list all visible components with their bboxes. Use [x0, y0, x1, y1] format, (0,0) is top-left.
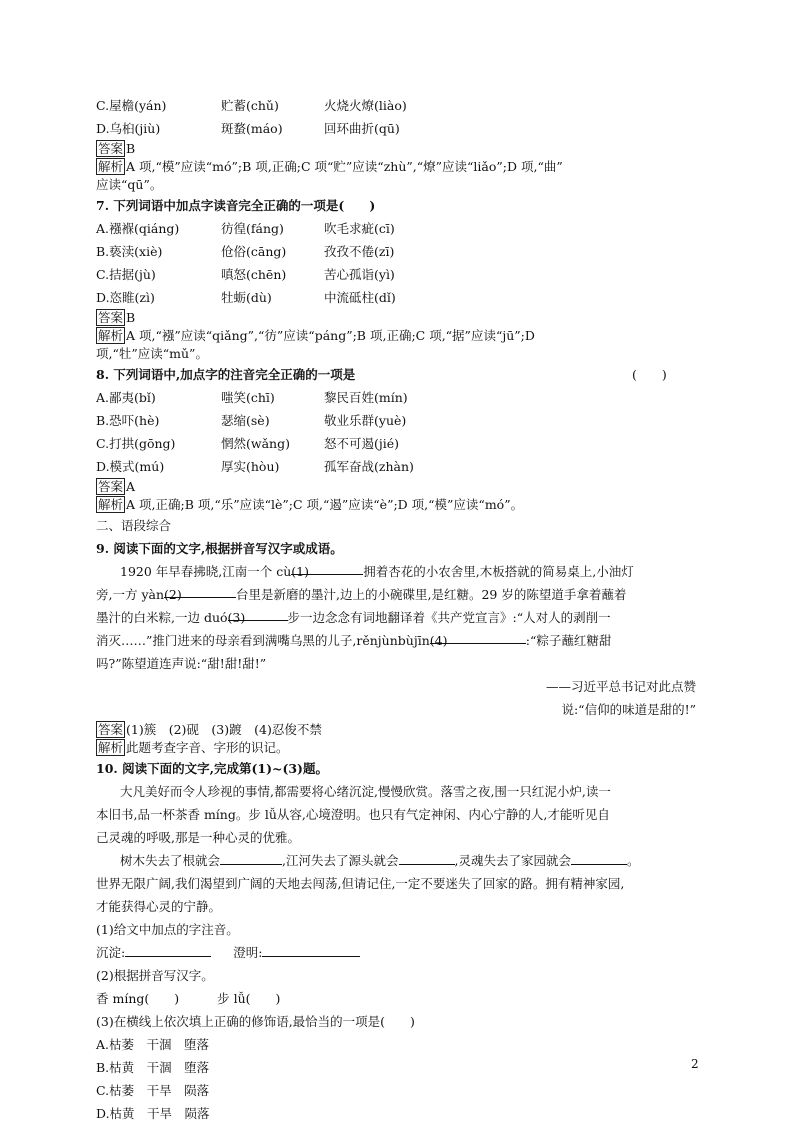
- q7-answer: 答案 B: [98, 310, 136, 325]
- q7-option-b: B.亵渎(xiè) 伧俗(cāng) 孜孜不倦(zī): [96, 244, 395, 259]
- q7-analysis: 解析 A 项,“襁”应读“qiǎng”,“彷”应读“páng”;B 项,正确;C 项,“据”应读“jū”;D: [98, 328, 535, 343]
- fill-blank-2[interactable]: (2): [164, 583, 236, 598]
- q10-sub-1-fields: 沉淀: 澄明:: [96, 941, 696, 964]
- q10-sub-3: (3)在横线上依次填上正确的修饰语,最恰当的一项是( ): [96, 1014, 415, 1029]
- q7-stem: 7. 下列词语中加点字读音完全正确的一项是( ): [96, 198, 376, 213]
- answer-tag: 答案: [98, 310, 124, 325]
- answer-tag: 答案: [98, 479, 124, 494]
- q10-passage-line: 才能获得心灵的宁静。: [96, 899, 222, 914]
- q6-analysis: 解析 A 项,“模”应读“mó”;B 项,正确;C 项“贮”应读“zhù”,“燎”应读“liǎo”;D 项,“曲”: [98, 159, 563, 174]
- fill-blank-3[interactable]: (3): [228, 606, 288, 621]
- fill-blank-b[interactable]: [399, 850, 455, 865]
- q7-option-a: A.襁褓(qiáng) 彷徨(fáng) 吹毛求疵(cī): [96, 221, 395, 236]
- q7-analysis-cont: 项,“牡”应读“mǔ”。: [96, 346, 208, 361]
- answer-tag: 答案: [98, 722, 124, 737]
- q9-answer: 答案 (1)簇 (2)砚 (3)踱 (4)忍俊不禁: [98, 722, 322, 737]
- pinyin-blank-1[interactable]: [125, 942, 211, 957]
- q9-source: ——习近平总书记对此点赞: [545, 679, 696, 694]
- q10-passage-line: 树木失去了根就会 ,江河失去了源头就会 ,灵魂失去了家园就会 。: [96, 849, 696, 872]
- analysis-tag: 解析: [98, 740, 124, 755]
- q8-option-a: A.鄙夷(bǐ) 嗤笑(chī) 黎民百姓(mín): [96, 390, 408, 405]
- fill-blank-4[interactable]: (4): [430, 629, 526, 644]
- q10-sub-2: (2)根据拼音写汉字。: [96, 968, 214, 983]
- q6-analysis-cont: 应读“qū”。: [96, 177, 163, 192]
- q10-passage-line: 本旧书,品一杯茶香 míng。步 lǚ从容,心境澄明。也只有气定神闲、内心宁静的人,才能听见自: [96, 807, 610, 822]
- q6-option-d: D.乌桕(jiù) 斑蝥(máo) 回环曲折(qū): [96, 121, 400, 136]
- q10-passage-line: 世界无限广阔,我们渴望到广阔的天地去闯荡,但请记住,一定不要迷失了回家的路。拥有精神家园,: [96, 876, 625, 891]
- section-heading: 二、语段综合: [96, 518, 172, 533]
- q9-passage-line: 1920 年早春拂晓,江南一个 cù(1) 拥着杏花的小农舍里,木板搭就的简易桌上,小油灯: [96, 560, 696, 583]
- q10-stem: 10. 阅读下面的文字,完成第(1)~(3)题。: [96, 761, 328, 776]
- q10-sub-1: (1)给文中加点的字注音。: [96, 922, 239, 937]
- q8-stem: 8. 下列词语中,加点字的注音完全正确的一项是 ( ): [96, 367, 667, 382]
- q10-option: A.枯萎 干涸 堕落: [96, 1037, 210, 1052]
- q8-answer: 答案 A: [98, 479, 136, 494]
- q9-source: 说:“信仰的味道是甜的!”: [561, 702, 696, 717]
- answer-tag: 答案: [98, 141, 124, 156]
- analysis-tag: 解析: [98, 159, 124, 174]
- q10-passage-line: 己灵魂的呼吸,那是一种心灵的优雅。: [96, 830, 300, 845]
- q8-analysis: 解析 A 项,正确;B 项,“乐”应读“lè”;C 项,“遏”应读“è”;D 项,“模”应读“mó”。: [98, 497, 524, 512]
- q9-passage-line: 消灭……”推门进来的母亲看到满嘴乌黑的儿子,rěnjùnbùjīn(4) :“粽子蘸红糖甜: [96, 629, 696, 652]
- analysis-tag: 解析: [98, 497, 124, 512]
- analysis-tag: 解析: [98, 328, 124, 343]
- q8-option-c: C.打拱(gōng) 惘然(wǎng) 怒不可遏(jié): [96, 436, 400, 451]
- page-number: 2: [691, 1057, 699, 1071]
- fill-blank-c[interactable]: [571, 850, 627, 865]
- q7-option-c: C.拮据(jù) 嗔怒(chēn) 苦心孤诣(yì): [96, 267, 395, 282]
- q6-option-c: C.屋檐(yán) 贮蓄(chǔ) 火烧火燎(liào): [96, 98, 407, 113]
- q9-passage-line: 旁,一方 yàn(2) 台里是新磨的墨汁,边上的小碗碟里,是红糖。29 岁的陈望道手拿着蘸着: [96, 583, 696, 606]
- q8-option-b: B.恐吓(hè) 瑟缩(sè) 敬业乐群(yuè): [96, 413, 407, 428]
- q9-stem: 9. 阅读下面的文字,根据拼音写汉字或成语。: [96, 541, 343, 556]
- q10-option: D.枯黄 干旱 陨落: [96, 1106, 210, 1121]
- q9-analysis: 解析 此题考查字音、字形的识记。: [98, 740, 289, 755]
- fill-blank-1[interactable]: (1): [291, 560, 363, 575]
- q8-option-d: D.模式(mú) 厚实(hòu) 孤军奋战(zhàn): [96, 459, 414, 474]
- q7-option-d: D.恣睢(zì) 牡蛎(dù) 中流砥柱(dǐ): [96, 290, 396, 305]
- page-content: [96, 94, 696, 1125]
- q10-option: B.枯黄 干涸 堕落: [96, 1060, 210, 1075]
- pinyin-blank-2[interactable]: [262, 942, 360, 957]
- q9-passage-line: 墨汁的白米粽,一边 duó(3) 步一边念念有词地翻译着《共产党宣言》:“人对人的剥削一: [96, 606, 696, 629]
- q10-passage-line: 大凡美好而令人珍视的事情,都需要将心绪沉淀,慢慢欣赏。落雪之夜,围一只红泥小炉,读一: [120, 784, 611, 799]
- q10-option: C.枯萎 干旱 陨落: [96, 1083, 210, 1098]
- q6-answer: 答案 B: [98, 141, 136, 156]
- q9-passage-line: 吗?”陈望道连声说:“甜!甜!甜!”: [96, 656, 267, 671]
- q10-sub-2-fields: 香 míng( ) 步 lǚ( ): [96, 991, 281, 1006]
- fill-blank-a[interactable]: [220, 850, 282, 865]
